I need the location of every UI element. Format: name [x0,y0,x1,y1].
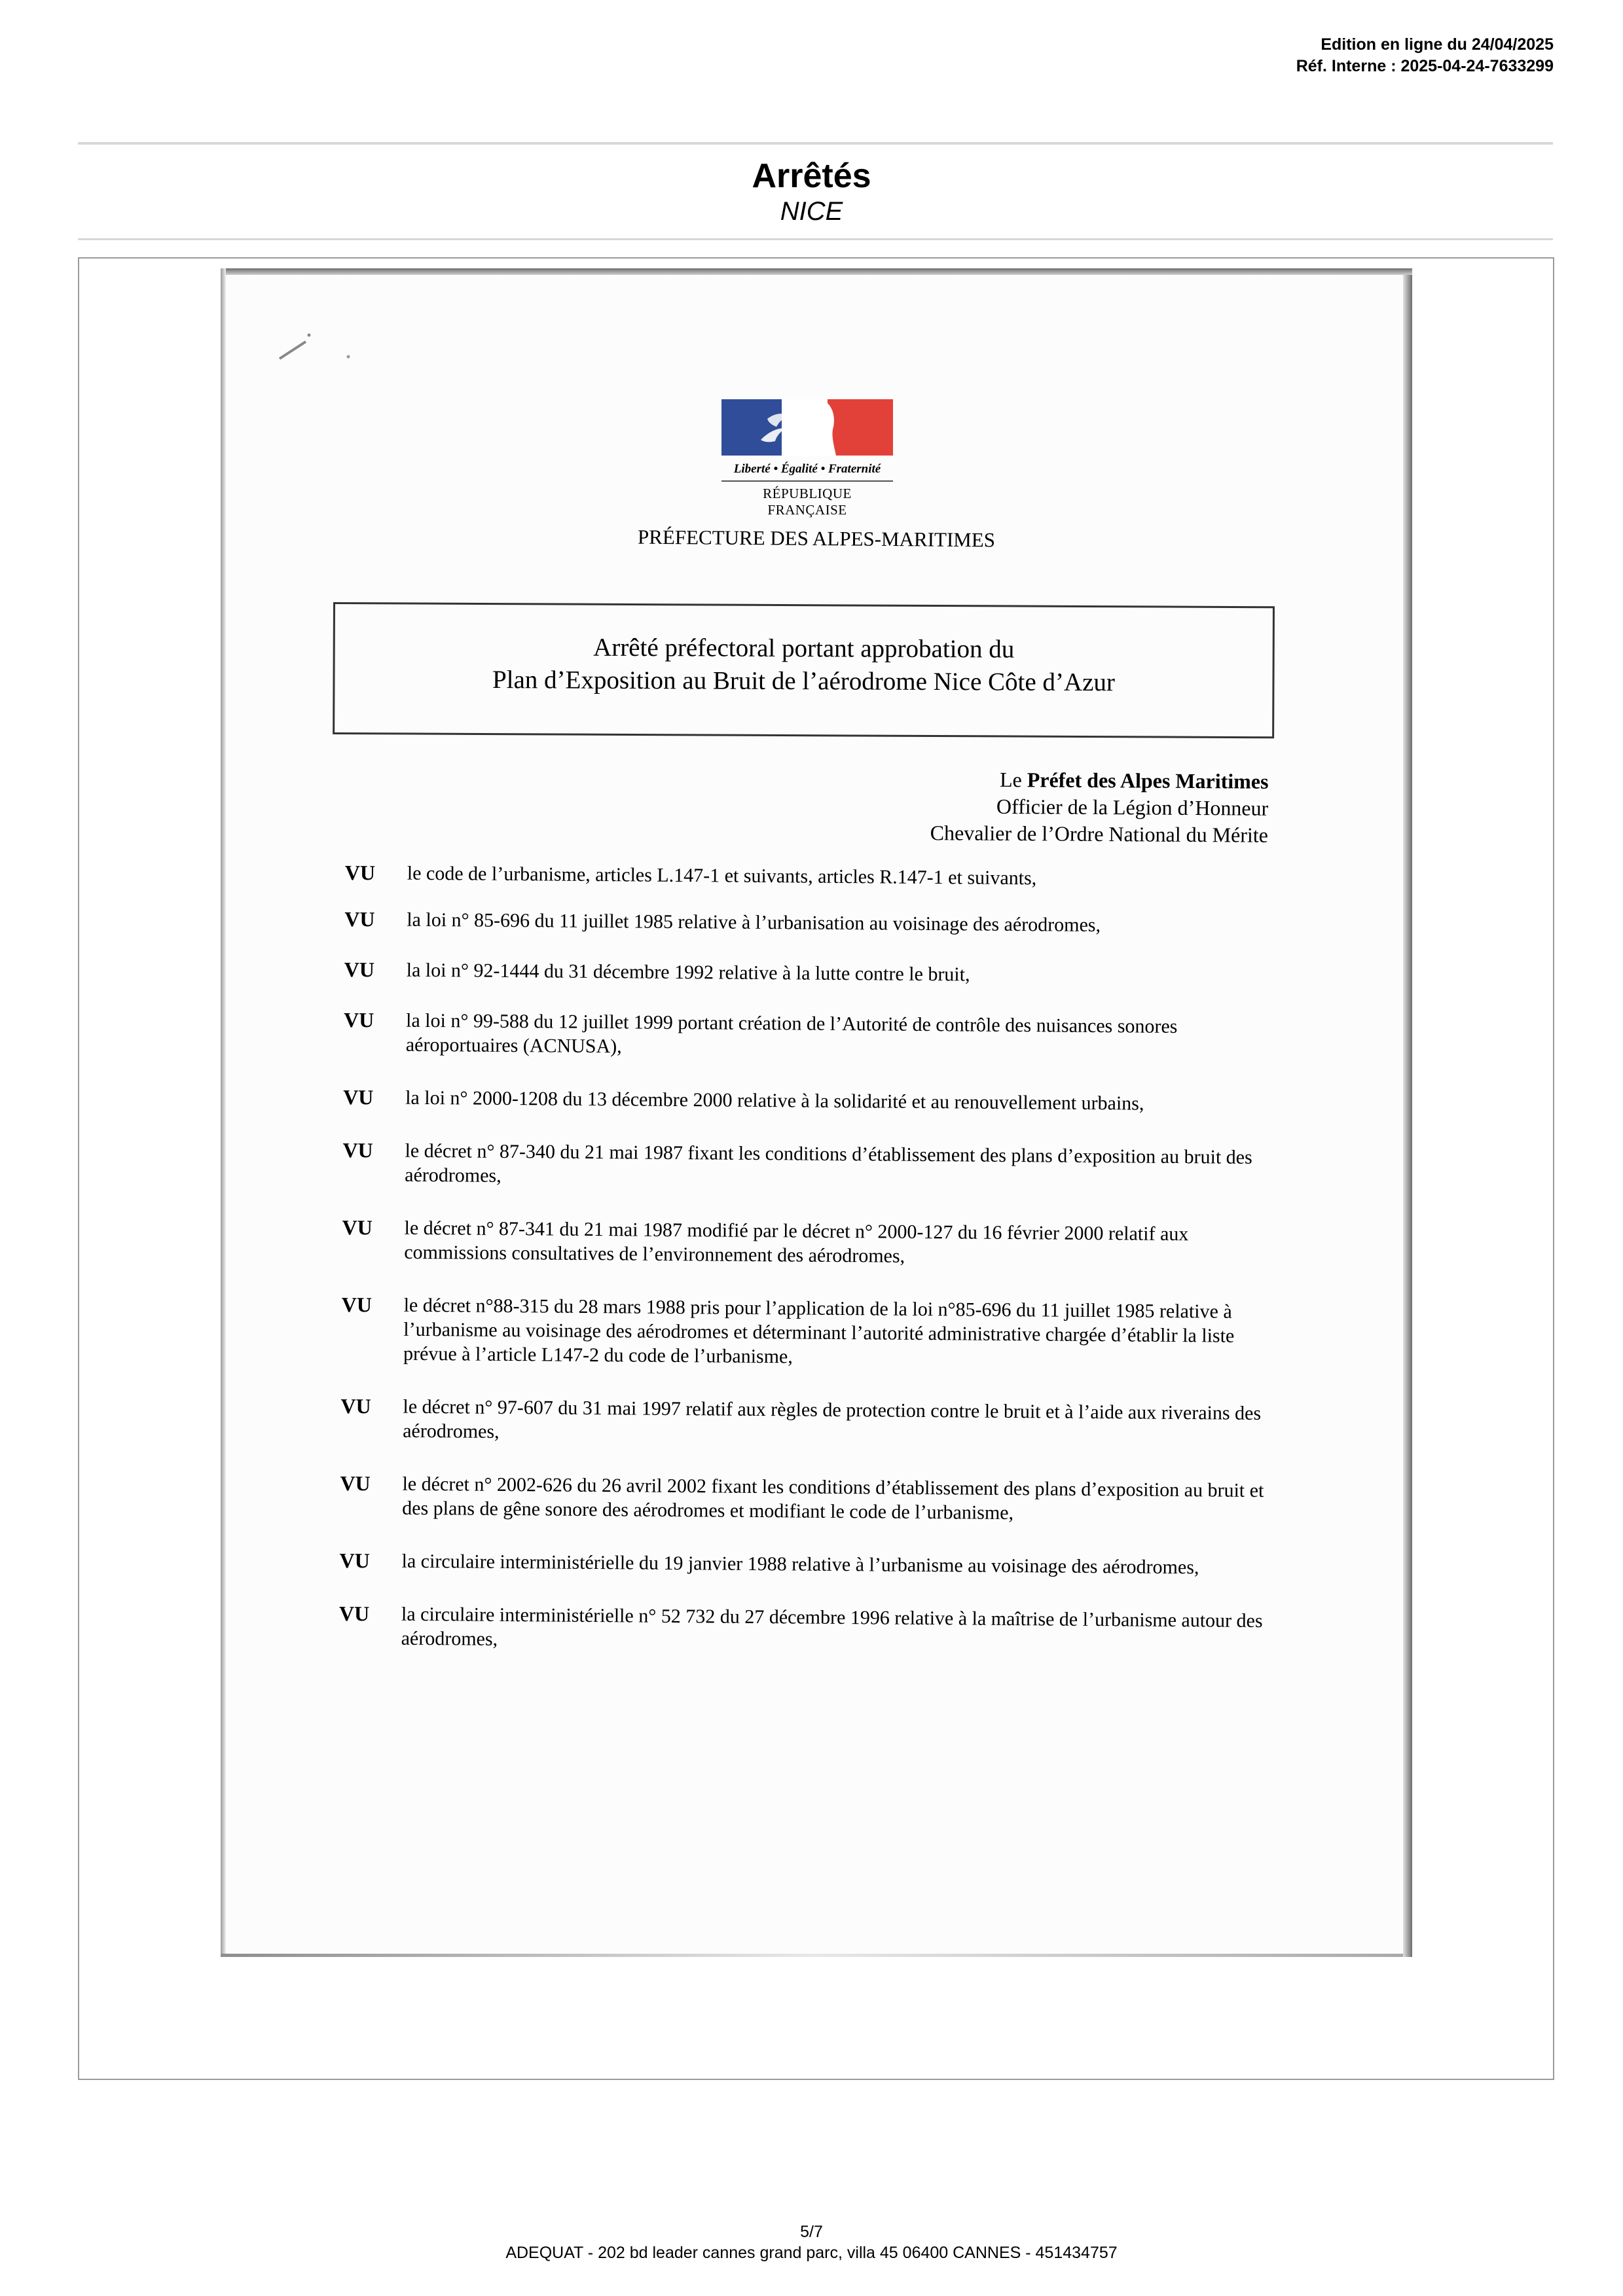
vu-list [339,861,1275,1657]
vu-text: le décret n° 2002-626 du 26 avril 2002 fixant les conditions d’établissement des plans d’exposition au bruit et des plans de gêne sonore des aérodromes et modifiant le code de l’urbanisme, [402,1473,1264,1524]
vu-item [342,1138,1273,1194]
vu-text: la circulaire interministérielle n° 52 732 du 27 décembre 1996 relative à la maîtrise de l’urbanisme autour des aérodromes, [401,1603,1263,1650]
vu-label: VU [343,1085,374,1109]
prefecture-name: PRÉFECTURE DES ALPES-MARITIMES [637,525,996,552]
arrete-title-line-1: Arrêté préfectoral portant approbation du [593,633,1015,664]
signatory-prefet: Préfet des Alpes Maritimes [1027,768,1269,793]
vu-item [344,1008,1274,1064]
scanned-document-frame [78,257,1554,2080]
top-divider [78,142,1553,145]
signatory-honor-1: Officier de la Légion d’Honneur [996,794,1269,820]
vu-label: VU [343,1007,374,1032]
vu-label: VU [344,906,375,931]
tricolor-flag-icon [721,399,893,456]
vu-label: VU [338,1601,370,1626]
vu-item [339,1549,1269,1580]
internal-reference: Réf. Interne : 2025-04-24-7633299 [1296,57,1554,75]
vu-item [344,907,1274,939]
marianne-logo [721,399,898,518]
vu-item [345,861,1275,892]
vu-text: le décret n° 97-607 du 31 mai 1997 relatif aux règles de protection contre le bruit et à l’aide aux riverains des aérodromes, [403,1395,1262,1443]
vu-label: VU [339,1548,370,1573]
edition-date: Edition en ligne du 24/04/2025 [1321,35,1554,54]
vu-label: VU [342,1215,373,1240]
vu-label: VU [340,1471,371,1496]
vu-item [340,1394,1271,1450]
vu-item [344,958,1274,989]
republic-motto: Liberté • Égalité • Fraternité [733,462,881,476]
scan-edge-bottom [221,1954,1403,1957]
signatory-title [930,766,1269,795]
vu-text: la loi n° 92-1444 du 31 décembre 1992 relative à la lutte contre le bruit, [406,959,970,986]
vu-label: VU [344,957,375,982]
scan-edge-left [221,268,226,1957]
vu-text: la loi n° 99-588 du 12 juillet 1999 portant création de l’Autorité de contrôle des nuisances sonores aéroportuaires (ACNUSA), [405,1009,1178,1058]
signatory-block [930,766,1268,849]
vu-text: le code de l’urbanisme, articles L.147-1 et suivants, articles R.147-1 et suivants, [407,862,1037,889]
vu-label: VU [340,1393,371,1418]
logo-divider [721,480,893,482]
signatory-le: Le [999,767,1022,792]
page-footer [0,2221,1623,2263]
vu-label: VU [341,1292,373,1317]
signatory-honor-2: Chevalier de l’Ordre National du Mérite [930,821,1268,847]
vu-label: VU [344,861,376,885]
page-title: Arrêtés [752,157,871,195]
vu-text: la loi n° 2000-1208 du 13 décembre 2000 relative à la solidarité et au renouvellement urbains, [405,1086,1144,1115]
vu-item [343,1085,1273,1117]
page-number: 5/7 [800,2223,823,2241]
vu-item [342,1215,1272,1271]
vu-text: le décret n°88-315 du 28 mars 1988 pris pour l’application de la loi n°85-696 du 11 juillet 1985 relative à l’urbanisme au voisinage des aérodromes et déterminant l’autorité administrative chargée d’établir la liste prévue à l’article L147-2 du code de l’urbanisme, [403,1294,1235,1368]
section-title [0,156,1623,226]
city-subtitle: NICE [780,197,843,226]
footer-address: ADEQUAT - 202 bd leader cannes grand parc, villa 45 06400 CANNES - 451434757 [505,2244,1118,2262]
vu-item [340,1471,1270,1527]
scanned-page [221,268,1412,1957]
vu-text: la loi n° 85-696 du 11 juillet 1985 relative à l’urbanisation au voisinage des aérodromes, [407,908,1101,937]
vu-item [339,1602,1269,1657]
republic-name: RÉPUBLIQUE FRANÇAISE [763,486,852,518]
title-divider [78,238,1553,240]
scan-marks [273,327,365,367]
arrete-title-box [333,602,1275,738]
vu-text: le décret n° 87-340 du 21 mai 1987 fixant les conditions d’établissement des plans d’exposition au bruit des aérodromes, [405,1139,1252,1187]
vu-text: la circulaire interministérielle du 19 janvier 1988 relative à l’urbanisme au voisinage des aérodromes, [401,1550,1199,1579]
vu-item [341,1293,1271,1372]
edition-meta [1296,34,1554,77]
vu-text: le décret n° 87-341 du 21 mai 1987 modifié par le décret n° 2000-127 du 16 février 2000 relatif aux commissions consultatives de l’environnement des aérodromes, [404,1217,1189,1267]
scan-edge-right [1403,275,1412,1957]
scan-edge-top [221,268,1412,275]
vu-label: VU [342,1138,373,1162]
arrete-title-line-2: Plan d’Exposition au Bruit de l’aérodrome Nice Côte d’Azur [492,666,1116,697]
